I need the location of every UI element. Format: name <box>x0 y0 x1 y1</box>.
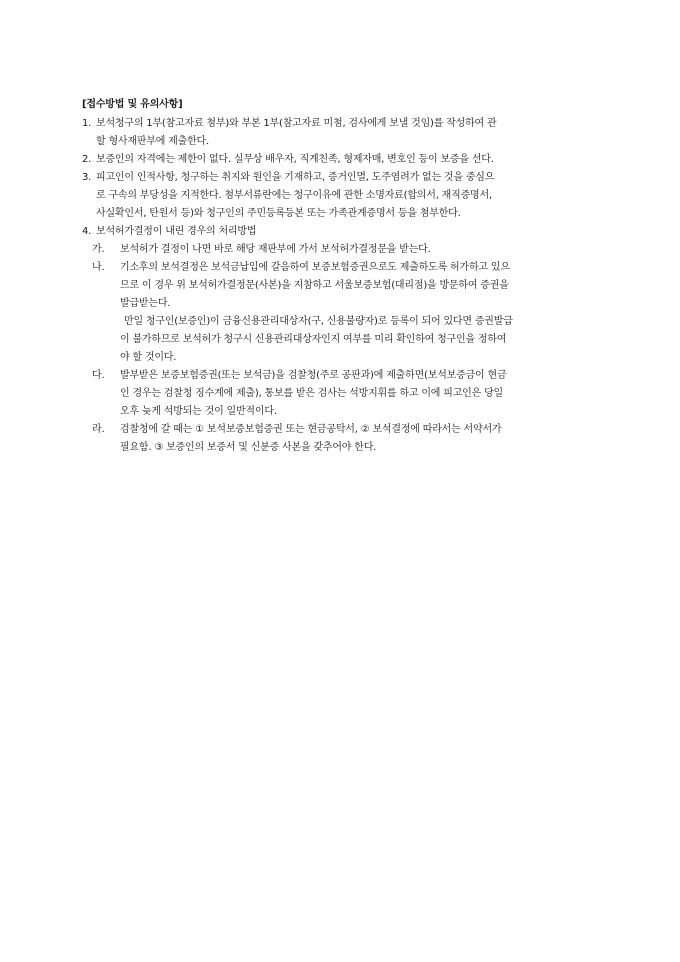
list-item-1 <box>82 115 602 151</box>
item-number: 2. <box>82 154 92 165</box>
item-text-line: 할 형사재판부에 제출한다. <box>96 136 209 147</box>
sub-item-number: 라. <box>92 424 105 435</box>
item-text-line: 피고인이 인적사항, 청구하는 취지와 원인을 기재하고, 증거인멸, 도주염려가 없는 것을 중심으 <box>96 172 495 183</box>
sub-item-text-line: 발부받은 보증보험증권(또는 보석금)을 검찰청(주로 공판과)에 제출하면(보석보증금이 현금 <box>120 370 507 381</box>
item-number: 3. <box>82 172 92 183</box>
item-text-line: 보석청구의 1부(참고자료 첨부)와 부본 1부(참고자료 미첨, 검사에게 보낼 것임)를 작성하여 관 <box>96 118 497 129</box>
item-text-line: 보석허가결정이 내린 경우의 처리방법 <box>96 226 257 237</box>
sub-item-text-line: 발급받는다. <box>120 298 171 309</box>
sub-item-number: 가. <box>92 244 105 255</box>
sub-item-text-line: 므로 이 경우 위 보석허가결정문(사본)을 지참하고 서울보증보험(대리점)을 방문하여 증권을 <box>120 280 509 291</box>
sub-item-text-line: 검찰청에 갈 때는 ① 보석보증보험증권 또는 현금공탁서, ② 보석결정에 따라서는 서약서가 <box>120 424 502 435</box>
sub-item-number: 나. <box>92 262 105 273</box>
sub-item-note-line: 만일 청구인(보증인)이 금융신용관리대상자(구, 신용불량자)로 등록이 되어 있다면 증권발급 <box>124 316 513 327</box>
sub-item-number: 다. <box>92 370 105 381</box>
item-text-line: 사실확인서, 탄원서 등)와 청구인의 주민등록등본 또는 가족관계증명서 등을 첨부한다. <box>96 208 461 219</box>
item-text-line: 로 구속의 부당성을 지적한다. 첨부서류란에는 청구이유에 관한 소명자료(합의서, 재직증명서, <box>96 190 492 201</box>
sub-item-ga <box>82 241 602 259</box>
sub-item-na <box>82 259 602 367</box>
item-number: 1. <box>82 118 92 129</box>
item-text-line: 보증인의 자격에는 제한이 없다. 실무상 배우자, 직계친족, 형제자매, 변호인 등이 보증을 선다. <box>96 154 494 165</box>
list-item-4 <box>82 223 602 241</box>
sub-item-note-line: 이 불가하므로 보석허가 청구시 신용관리대상자인지 여부를 미리 확인하여 청구인을 정하여 <box>120 334 507 345</box>
list-item-3 <box>82 169 602 223</box>
document-page <box>82 96 602 457</box>
sub-item-ra <box>82 421 602 457</box>
sub-item-text-line: 오후 늦게 석방되는 것이 일반적이다. <box>120 406 277 417</box>
sub-item-text-line: 필요함. ③ 보증인의 보증서 및 신분증 사본을 갖추어야 한다. <box>120 442 377 453</box>
sub-item-text-line: 보석허가 결정이 나면 바로 해당 재판부에 가서 보석허가결정문을 받는다. <box>120 244 431 255</box>
sub-item-da <box>82 367 602 421</box>
list-item-2 <box>82 151 602 169</box>
section-heading: [접수방법 및 유의사항] <box>82 99 183 110</box>
sub-item-note-line: 야 할 것이다. <box>120 352 177 363</box>
item-number: 4. <box>82 226 92 237</box>
sub-item-text-line: 인 경우는 검찰청 징수계에 제출), 통보를 받은 검사는 석방지휘를 하고 이에 피고인은 당일 <box>120 388 503 399</box>
sub-item-text-line: 기소후의 보석결정은 보석금납입에 갈음하여 보증보험증권으로도 제출하도록 허가하고 있으 <box>120 262 510 273</box>
